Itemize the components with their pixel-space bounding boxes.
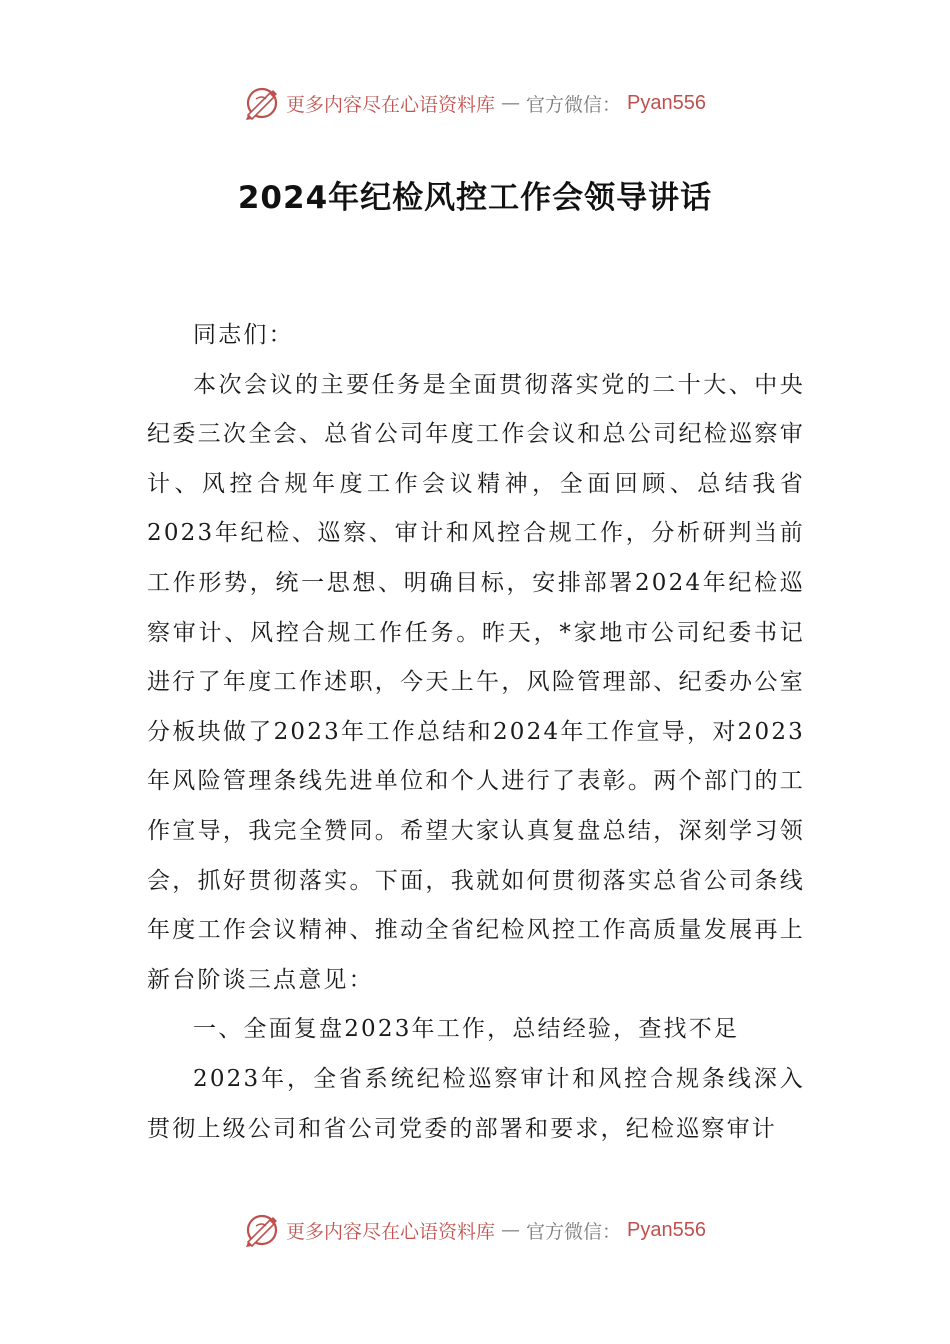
- pen-logo-icon: [244, 1212, 280, 1248]
- banner-wechat-label: 官方微信：: [526, 93, 622, 116]
- banner-site-name: 更多内容尽在心语资料库: [286, 93, 496, 116]
- banner-wechat-id: Pyan556: [627, 1218, 706, 1241]
- banner-dash: —: [501, 92, 521, 114]
- salutation-paragraph: 同志们：: [193, 322, 294, 348]
- body-paragraph: 2023年，全省系统纪检巡察审计和风控合规条线深入贯彻上级公司和省公司党委的部署和要求，纪检巡察审计: [147, 1065, 805, 1142]
- banner-wechat-label: 官方微信：: [526, 1220, 622, 1243]
- section-heading: 一、全面复盘2023年工作，总结经验，查找不足: [193, 1016, 740, 1043]
- header-watermark-banner: [0, 83, 950, 123]
- footer-watermark-banner: [0, 1210, 950, 1250]
- document-body: [147, 311, 805, 1154]
- document-title: 2024年纪检风控工作会领导讲话: [237, 180, 713, 216]
- banner-wechat-id: Pyan556: [627, 91, 706, 114]
- body-paragraph: 本次会议的主要任务是全面贯彻落实党的二十大、中央纪委三次全会、总省公司年度工作会议和总公司纪检巡察审计、风控合规年度工作会议精神，全面回顾、总结我省2023年纪检、巡察、审计和风控合规工作，分析研判当前工作形势，统一思想、明确目标，安排部署2024年纪检巡察审计、风控合规工作任务。昨天，*家地市公司纪委书记进行了年度工作述职，今天上午，风险管理部、纪委办公室分板块做了2023年工作总结和2024年工作宣导，对2023年风险管理条线先进单位和个人进行了表彰。两个部门的工作宣导，我完全赞同。希望大家认真复盘总结，深刻学习领会，抓好贯彻落实。下面，我就如何贯彻落实总省公司条线年度工作会议精神、推动全省纪检风控工作高质量发展再上新台阶谈三点意见：: [147, 371, 805, 993]
- pen-logo-icon: [244, 85, 280, 121]
- banner-dash: —: [501, 1219, 521, 1241]
- banner-site-name: 更多内容尽在心语资料库: [286, 1220, 496, 1243]
